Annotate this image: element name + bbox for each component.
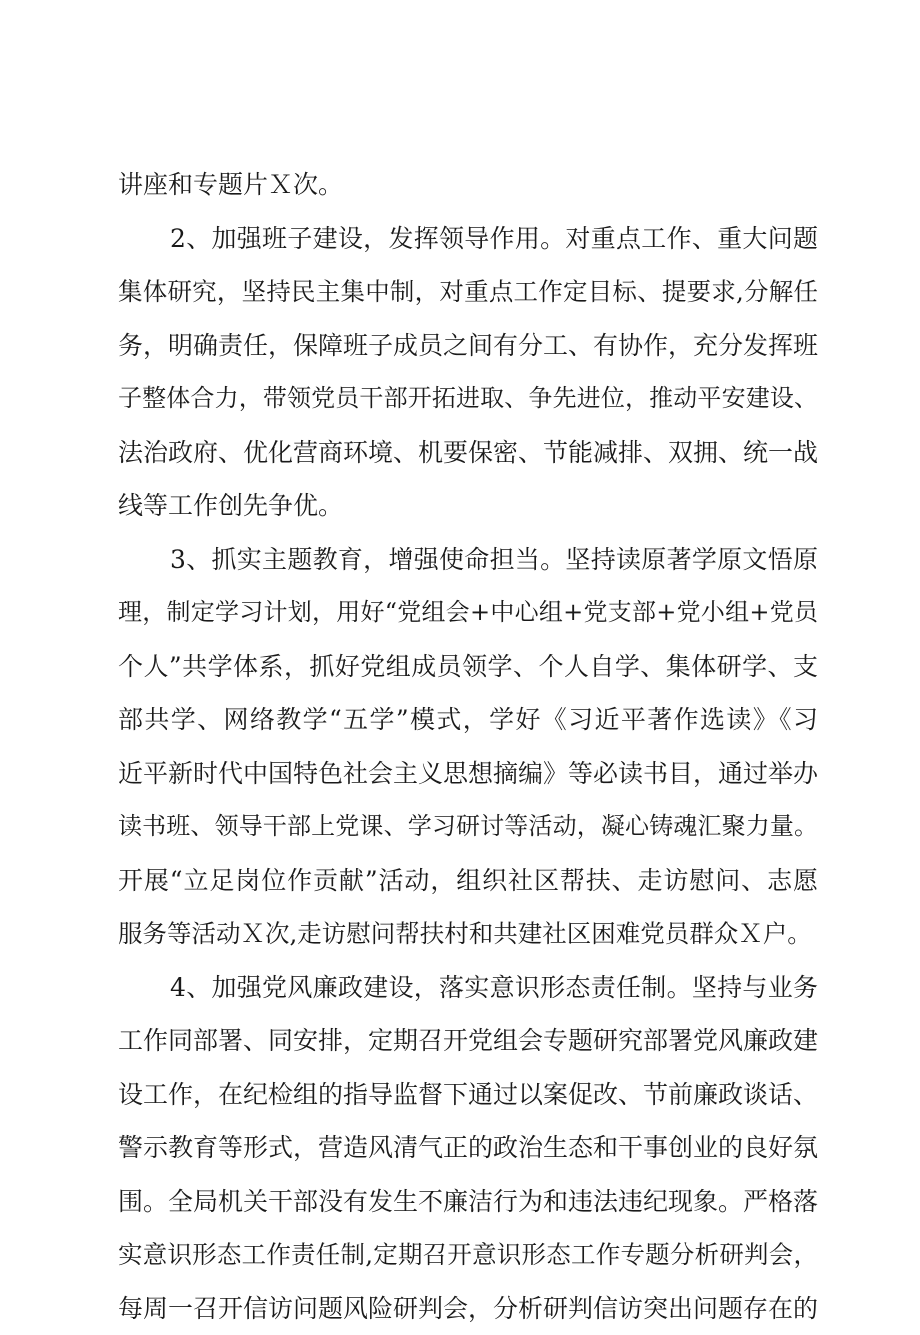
body-text [118,158,818,1335]
text-line: 近平新时代中国特色社会主义思想摘编》等必读书目，通过举办 [118,747,818,801]
text-line: 个人”共学体系，抓好党组成员领学、个人自学、集体研学、支 [118,640,818,694]
text-line: 4、加强党风廉政建设，落实意识形态责任制。坚持与业务 [118,961,818,1015]
text-line: 线等工作创先争优。 [118,479,818,533]
text-line: 设工作，在纪检组的指导监督下通过以案促改、节前廉政谈话、 [118,1068,818,1122]
text-line: 理，制定学习计划，用好“党组会+中心组+党支部+党小组+党员 [118,586,818,640]
text-line: 集体研究，坚持民主集中制，对重点工作定目标、提要求,分解任 [118,265,818,319]
text-line: 每周一召开信访问题风险研判会，分析研判信访突出问题存在的 [118,1282,818,1335]
text-line: 3、抓实主题教育，增强使命担当。坚持读原著学原文悟原 [118,533,818,587]
text-line: 法治政府、优化营商环境、机要保密、节能减排、双拥、统一战 [118,426,818,480]
text-line: 读书班、领导干部上党课、学习研讨等活动，凝心铸魂汇聚力量。 [118,800,818,854]
text-line: 服务等活动Ｘ次,走访慰问帮扶村和共建社区困难党员群众Ｘ户。 [118,907,818,961]
text-line: 实意识形态工作责任制,定期召开意识形态工作专题分析研判会， [118,1228,818,1282]
text-line: 部共学、网络教学“五学”模式，学好《习近平著作选读》《习 [118,693,818,747]
text-line: 2、加强班子建设，发挥领导作用。对重点工作、重大问题 [118,212,818,266]
text-line: 工作同部署、同安排，定期召开党组会专题研究部署党风廉政建 [118,1014,818,1068]
text-line: 务，明确责任，保障班子成员之间有分工、有协作，充分发挥班 [118,319,818,373]
text-line: 讲座和专题片Ｘ次。 [118,158,818,212]
text-line: 子整体合力，带领党员干部开拓进取、争先进位，推动平安建设、 [118,372,818,426]
text-line: 开展“立足岗位作贡献”活动，组织社区帮扶、走访慰问、志愿 [118,854,818,908]
text-line: 警示教育等形式，营造风清气正的政治生态和干事创业的良好氛 [118,1121,818,1175]
text-line: 围。全局机关干部没有发生不廉洁行为和违法违纪现象。严格落 [118,1175,818,1229]
